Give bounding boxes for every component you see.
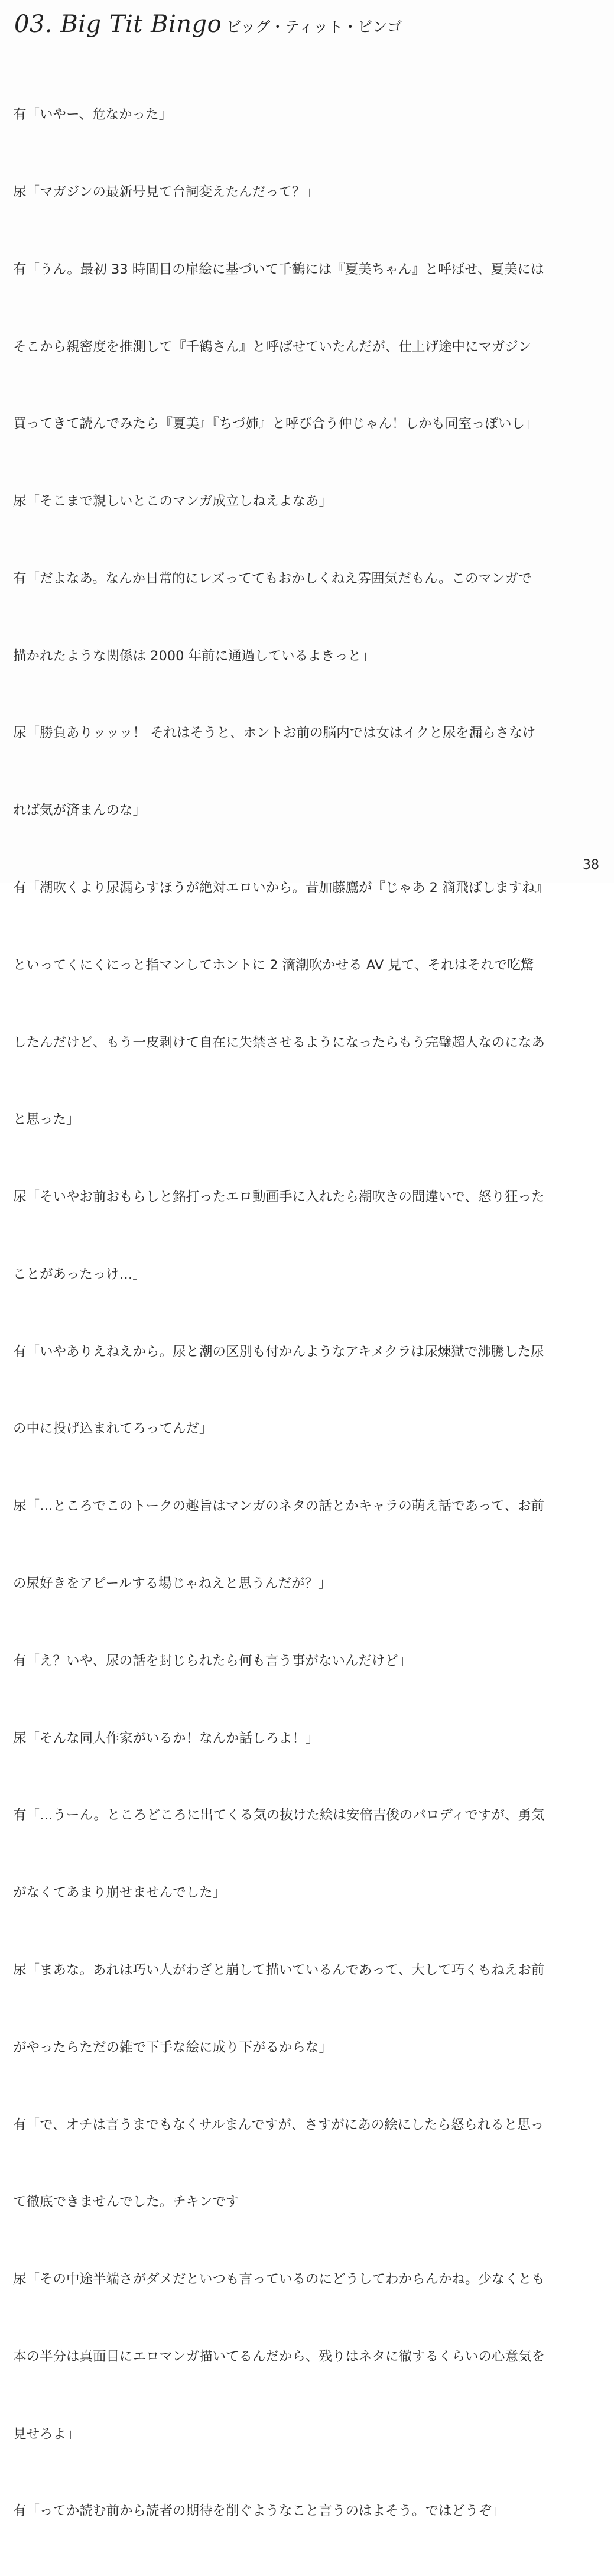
dialogue-line: したんだけど、もう一皮剥けて自在に失禁させるようになったらもう完璧超人なのになあ bbox=[13, 1034, 545, 1050]
dialogue-line: 尿「そこまで親しいとこのマンガ成立しねえよなあ」 bbox=[13, 494, 333, 510]
section-title: 03. Big Tit Bingo bbox=[14, 11, 222, 38]
dialogue-line: 有「で、オチは言うまでもなくサルまんですが、さすがにあの絵にしたら怒られると思っ bbox=[13, 2117, 544, 2133]
dialogue-line: 有「うん。最初 33 時間目の扉絵に基づいて千鶴には『夏美ちゃん』と呼ばせ、夏美には bbox=[13, 261, 544, 277]
dialogue-line: がやったらただの雑で下手な絵に成り下がるからな」 bbox=[13, 2039, 333, 2055]
dialogue-line: と思った」 bbox=[13, 1112, 80, 1128]
dialogue-line: れば気が済まんのな」 bbox=[13, 803, 147, 819]
dialogue-line: 描かれたような関係は 2000 年前に通過しているよきっと」 bbox=[13, 648, 375, 664]
dialogue-body bbox=[13, 51, 604, 2576]
dialogue-line: そこから親密度を推測して『千鶴さん』と呼ばせていたんだが、仕上げ途中にマガジン bbox=[13, 339, 531, 355]
dialogue-line: ことがあったっけ…」 bbox=[13, 1266, 146, 1282]
dialogue-line: 尿「マガジンの最新号見て台詞変えたんだって？」 bbox=[13, 184, 319, 200]
dialogue-line: 有「え？いや、尿の話を封じられたら何も言う事がないんだけど」 bbox=[13, 1653, 412, 1669]
page-number: 38 bbox=[583, 858, 599, 872]
dialogue-line: 有「潮吹くより尿漏らすほうが絶対エロいから。昔加藤鷹が『じゃあ 2 滴飛ばしますね』 bbox=[13, 880, 549, 896]
dialogue-line: 見せろよ」 bbox=[13, 2426, 80, 2442]
dialogue-line: 尿「勝負ありッッッ！ それはそうと、ホントお前の脳内では女はイクと尿を漏らさなけ bbox=[13, 725, 536, 741]
section-subtitle: ビッグ・ティット・ビンゴ bbox=[226, 18, 402, 35]
dialogue-line: 買ってきて読んでみたら『夏美』『ちづ姉』と呼び合う仲じゃん！しかも同室っぽいし」 bbox=[13, 416, 538, 432]
dialogue-line: の尿好きをアピールする場じゃねえと思うんだが？」 bbox=[13, 1576, 332, 1592]
dialogue-line: 有「だよなあ。なんか日常的にレズっててもおかしくねえ雰囲気だもん。このマンガで bbox=[13, 570, 532, 586]
dialogue-line: 尿「その中途半端さがダメだといつも言っているのにどうしてわからんかね。少なくとも bbox=[13, 2272, 545, 2288]
dialogue-line: 本の半分は真面目にエロマンガ描いてるんだから、残りはネタに徹するくらいの心意気を bbox=[13, 2348, 545, 2364]
dialogue-line: 有「ってか読む前から読者の期待を削ぐようなこと言うのはよそう。ではどうぞ」 bbox=[13, 2503, 505, 2519]
dialogue-line: 有「いやー、危なかった」 bbox=[13, 107, 173, 123]
dialogue-line: 尿「そいやお前おもらしと銘打ったエロ動画手に入れたら潮吹きの間違いで、怒り狂った bbox=[13, 1189, 545, 1205]
dialogue-line: がなくてあまり崩せませんでした」 bbox=[13, 1885, 226, 1901]
dialogue-line: 尿「…ところでこのトークの趣旨はマンガのネタの話とかキャラの萌え話であって、お前 bbox=[13, 1498, 545, 1514]
dialogue-line: て徹底できませんでした。チキンです」 bbox=[13, 2194, 252, 2210]
dialogue-line: 有「…うーん。ところどころに出てくる気の抜けた絵は安倍吉俊のパロディですが、勇気 bbox=[13, 1808, 545, 1824]
dialogue-line: の中に投げ込まれてろってんだ」 bbox=[13, 1421, 213, 1437]
dialogue-line: 有「いやありえねえから。尿と潮の区別も付かんようなアキメクラは尿煉獄で沸騰した尿 bbox=[13, 1344, 544, 1360]
dialogue-line: 尿「まあな。あれは巧い人がわざと崩して描いているんであって、大して巧くもねえお前 bbox=[13, 1962, 545, 1978]
section-header bbox=[14, 11, 402, 46]
dialogue-line: といってくにくにっと指マンしてホントに 2 滴潮吹かせる AV 見て、それはそれで吃驚 bbox=[13, 957, 534, 973]
dialogue-line: 尿「そんな同人作家がいるか！なんか話しろよ！」 bbox=[13, 1730, 319, 1746]
